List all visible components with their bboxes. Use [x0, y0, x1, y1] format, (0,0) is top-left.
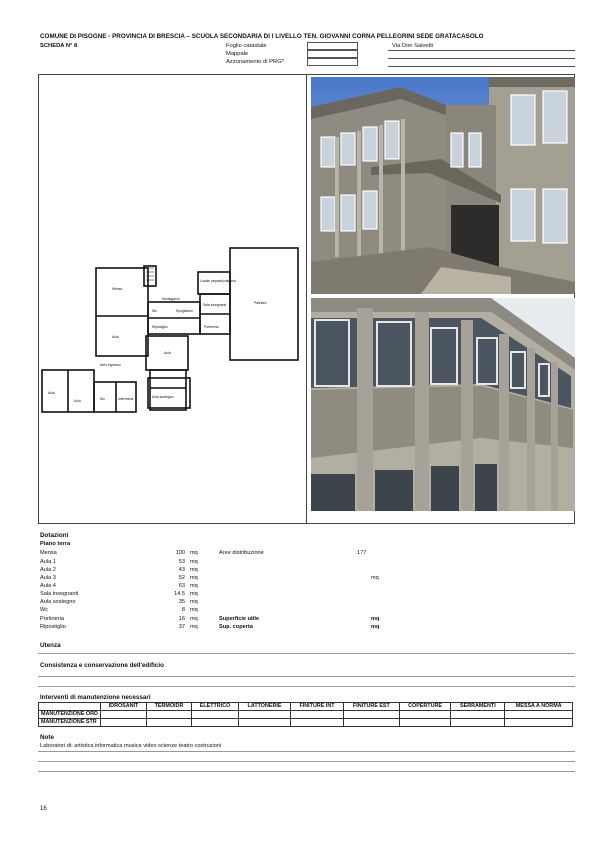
maintenance-cell	[239, 719, 291, 727]
utenza-title: Utenza	[40, 642, 61, 649]
plan-label-aula: Aula	[164, 351, 171, 355]
maintenance-cell	[290, 711, 343, 719]
room-label: Aula sostegno	[40, 599, 76, 605]
room-value: 63	[178, 583, 185, 589]
plan-label-atrio: Atrio ingresso	[100, 363, 121, 367]
plan-label-portineria: Portineria	[204, 325, 219, 329]
maintenance-row-label: MANUTENZIONE ORD	[39, 711, 101, 719]
field-prg-label: Azzonamento di PRG*	[226, 59, 284, 65]
sup-coperta-label: Sup. coperta	[219, 624, 253, 630]
maintenance-cell	[505, 711, 573, 719]
room-value: 14.5	[174, 591, 185, 597]
maintenance-column-header: SERRAMENTI	[451, 703, 505, 711]
maintenance-cell	[239, 711, 291, 719]
maintenance-cell	[191, 711, 238, 719]
maintenance-cell	[147, 711, 192, 719]
aree-distribuzione-value: 177	[357, 550, 367, 556]
plan-label-aula-sostegno: Aula sostegno	[152, 395, 174, 399]
maintenance-column-header: ELETTRICO	[191, 703, 238, 711]
plan-label-spogliatoio: Spogliatoio	[176, 309, 193, 313]
plan-label-palestra: Palestra	[254, 301, 267, 305]
room-value: 100	[175, 550, 185, 556]
consistenza-title: Consistenza e conservazione dell'edificio	[40, 662, 164, 669]
plan-label-locale: Locale depositi palestra	[200, 279, 236, 283]
field-foglio-box	[307, 42, 358, 50]
room-label: Sala insegnanti	[40, 591, 79, 597]
plan-label-montagarch: Montagarch	[162, 297, 180, 301]
floor-plan	[40, 238, 302, 422]
address-line	[388, 66, 575, 67]
maintenance-table	[38, 702, 573, 727]
maintenance-row-label: MANUTENZIONE STR	[39, 719, 101, 727]
address-line	[388, 58, 575, 59]
plan-label-wc: Wc	[100, 397, 105, 401]
room-value: 35	[178, 599, 185, 605]
room-unit: mq	[190, 583, 198, 589]
plan-label-aula: Aula	[48, 391, 55, 395]
maintenance-cell	[451, 719, 505, 727]
plan-label-mensa: Mensa	[112, 287, 123, 291]
note-line	[38, 751, 575, 752]
field-mappale-box	[307, 50, 358, 58]
maintenance-cell	[399, 719, 451, 727]
maintenance-cell	[290, 719, 343, 727]
aula3-unit-right: mq	[371, 575, 379, 581]
field-mappale-label: Mappale	[226, 51, 249, 57]
consistenza-line	[38, 686, 575, 687]
field-prg-box	[307, 58, 358, 66]
consistenza-line	[38, 676, 575, 677]
room-value: 43	[178, 567, 185, 573]
document-title: COMUNE DI PISOGNE - PROVINCIA DI BRESCIA – SCUOLA SECONDARIA DI I LIVELLO TEN. GIOVANNI CORNA PELLEGRINI SEDE GRATACASOLO	[40, 33, 484, 40]
maintenance-cell	[344, 719, 400, 727]
room-unit: mq	[190, 567, 198, 573]
address-line	[388, 50, 575, 51]
superficie-utile-unit: mq	[371, 616, 380, 622]
room-value: 37	[178, 624, 185, 630]
plan-label-aula: Aula	[112, 335, 119, 339]
room-label: Aula 2	[40, 567, 56, 573]
plan-label-wc: Wc	[152, 309, 157, 313]
maintenance-cell	[451, 711, 505, 719]
maintenance-column-header: MESSA A NORMA	[505, 703, 573, 711]
scheda-number: SCHEDA N° 8	[40, 43, 78, 49]
aree-distribuzione-label: Aree distribuzione	[219, 550, 264, 556]
room-label: Portineria	[40, 616, 64, 622]
room-unit: mq	[190, 607, 198, 613]
frame-divider	[306, 74, 307, 524]
room-unit: mq	[190, 591, 198, 597]
note-line	[38, 771, 575, 772]
maintenance-column-header: FINITURE EST	[344, 703, 400, 711]
room-value: 52	[178, 575, 185, 581]
interventi-title: Interventi di manutenzione necessari	[40, 694, 151, 701]
room-label: Aula 4	[40, 583, 56, 589]
room-unit: mq	[190, 599, 198, 605]
address: Via Don Salvetti	[392, 43, 434, 49]
utenza-line	[38, 653, 575, 654]
maintenance-column-header: IDROSANIT	[101, 703, 147, 711]
superficie-utile-label: Superficie utile	[219, 616, 260, 622]
field-foglio-label: Foglio catastale	[226, 43, 267, 49]
room-label: Aula 3	[40, 575, 56, 581]
sup-coperta-unit: mq	[371, 624, 380, 630]
dotazioni-subtitle: Piano terra	[40, 541, 71, 547]
room-unit: mq	[190, 559, 198, 565]
room-label: Wc	[40, 607, 49, 613]
maintenance-column-header: COPERTURE	[399, 703, 451, 711]
maintenance-column-header: LATTONERIE	[239, 703, 291, 711]
maintenance-cell	[101, 711, 147, 719]
note-text: Laboratori di: artistica informatica musica video scienze teatro costruzioni	[40, 743, 222, 749]
room-value: 8	[181, 607, 185, 613]
maintenance-cell	[505, 719, 573, 727]
room-unit: mq	[190, 624, 198, 630]
plan-label-infermeria: Infermeria	[118, 397, 134, 401]
room-unit: mq	[190, 616, 198, 622]
building-entrance-photo	[311, 77, 575, 294]
maintenance-column-header: FINITURE INT	[290, 703, 343, 711]
dotazioni-title: Dotazioni	[40, 532, 69, 539]
maintenance-column-header: TERMOIDR	[147, 703, 192, 711]
plan-label-ripostiglio: Ripostiglio	[152, 325, 168, 329]
facade-photo	[311, 298, 575, 511]
room-value: 16	[178, 616, 185, 622]
room-label: Mensa	[40, 550, 57, 556]
room-value: 53	[178, 559, 185, 565]
room-unit: mq	[190, 575, 198, 581]
plan-label-sala-insegnanti: Sala insegnanti	[203, 303, 227, 307]
room-label: Ripostiglio	[40, 624, 66, 630]
maintenance-corner-cell	[39, 703, 101, 711]
page-number: 16	[40, 806, 47, 812]
maintenance-cell	[344, 711, 400, 719]
room-unit: mq	[190, 550, 198, 556]
note-title: Note	[40, 734, 54, 741]
room-label: Aula 1	[40, 559, 56, 565]
plan-label-aula: Aula	[74, 399, 81, 403]
maintenance-cell	[101, 719, 147, 727]
maintenance-cell	[399, 711, 451, 719]
maintenance-cell	[191, 719, 238, 727]
note-line	[38, 761, 575, 762]
maintenance-cell	[147, 719, 192, 727]
